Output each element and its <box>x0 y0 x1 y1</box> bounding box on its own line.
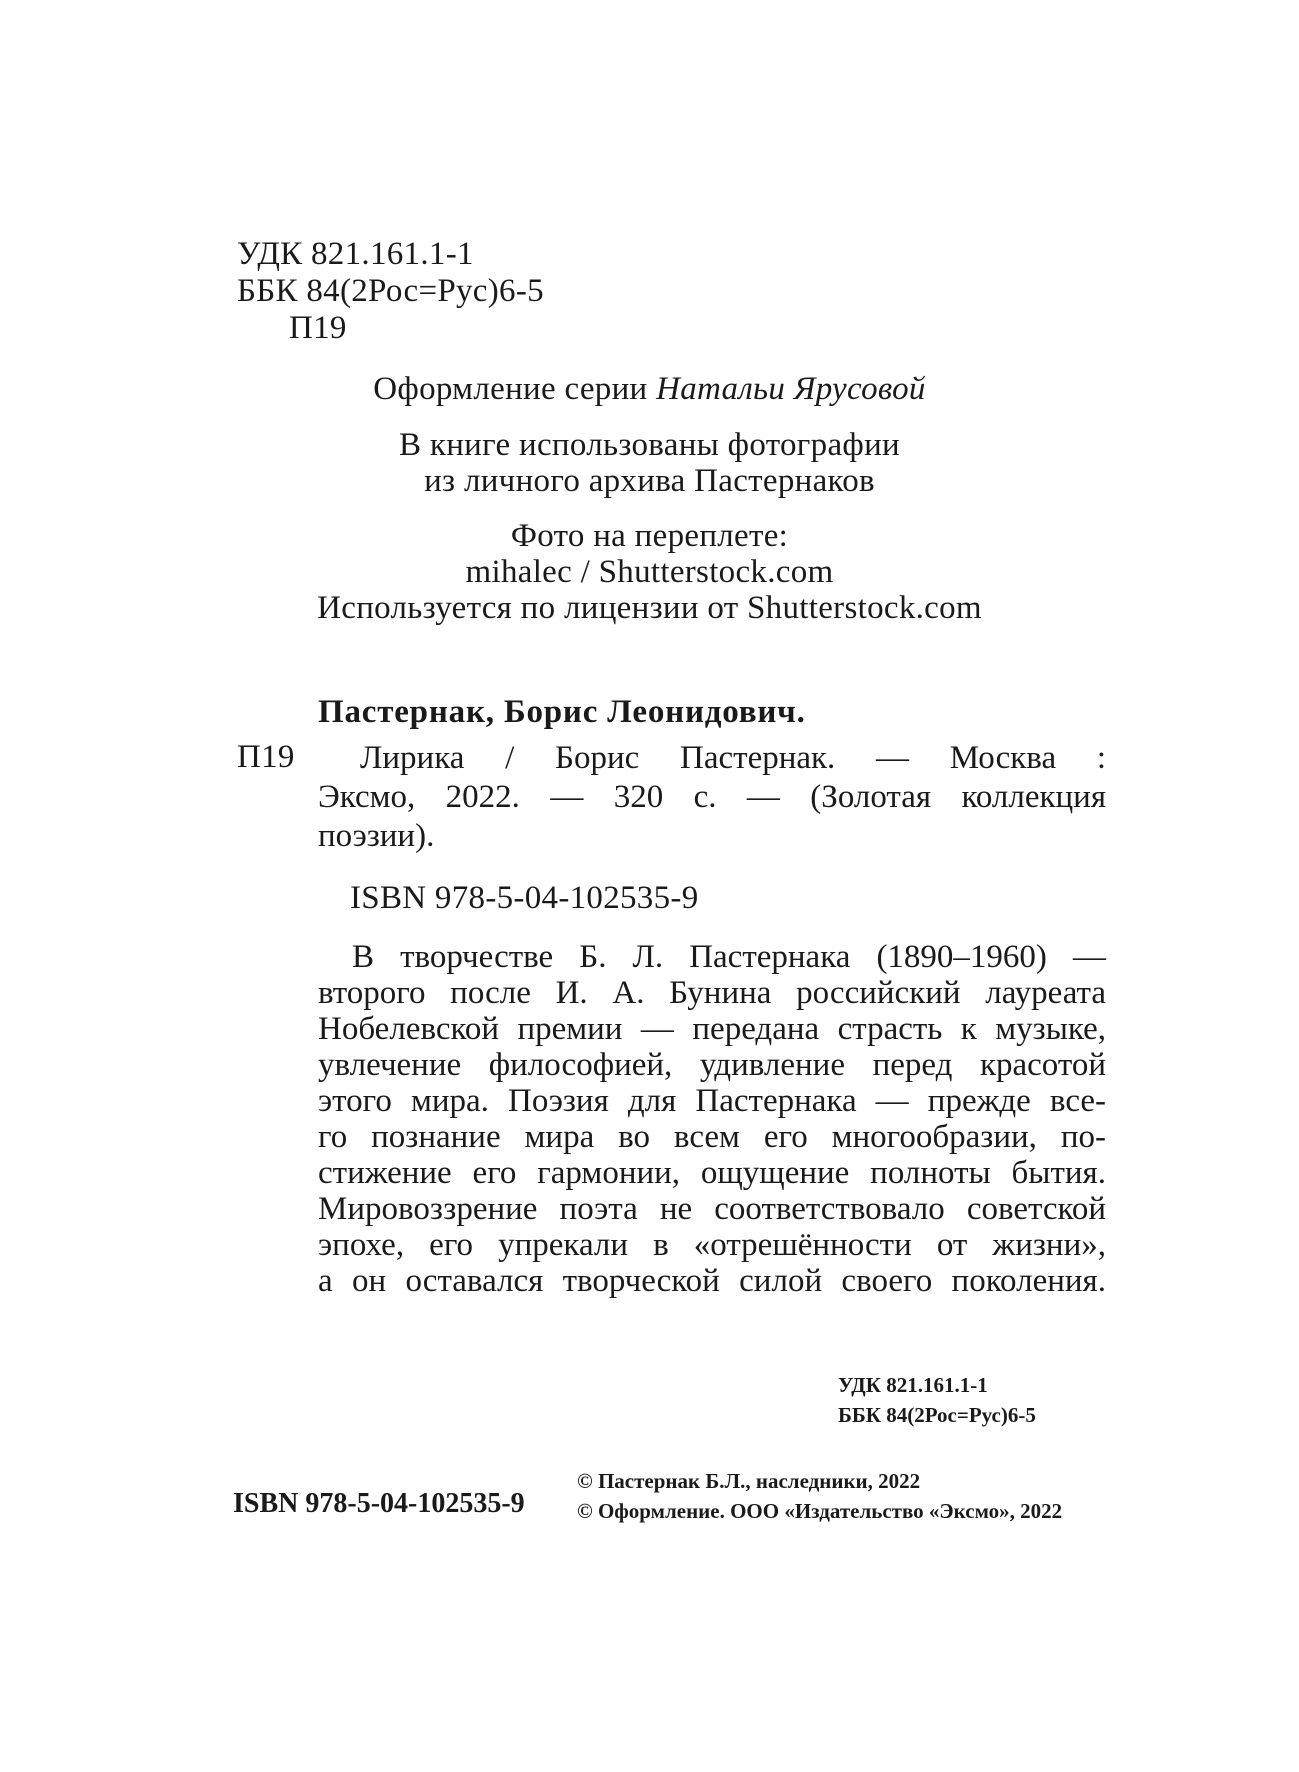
author-heading: Пастернак, Борис Леонидович. <box>318 694 806 730</box>
description-line: поэзии). <box>318 818 435 854</box>
record-isbn: ISBN 978-5-04-102535-9 <box>350 880 699 916</box>
record-mark: П19 <box>237 739 295 775</box>
description-line: Эксмо, 2022. — 320 с. — (Золотая коллекция <box>318 779 1106 815</box>
udk-code: УДК 821.161.1-1 <box>237 236 474 272</box>
photos-credit-line2: из личного архива Пастернаков <box>424 463 875 499</box>
annotation-line: эпохе, его упрекали в «отрешённости от жизни», <box>318 1227 1106 1263</box>
cover-photo-line3: Используется по лицензии от Shutterstock.com <box>317 590 982 626</box>
copyright-author: © Пастернак Б.Л., наследники, 2022 <box>577 1469 921 1493</box>
cover-photo-line2: mihalec / Shutterstock.com <box>465 554 834 590</box>
annotation-line: увлечение философией, удивление перед красотой <box>318 1047 1106 1083</box>
copyright-design: © Оформление. ООО «Издательство «Эксмо», 2022 <box>577 1499 1063 1523</box>
annotation-line: второго после И. А. Бунина российский лауреата <box>318 975 1106 1011</box>
footer-udk: УДК 821.161.1-1 <box>838 1373 988 1397</box>
footer-bbk: ББК 84(2Рос=Рус)6-5 <box>838 1403 1036 1427</box>
annotation <box>318 939 1106 1299</box>
cover-photo-line1: Фото на переплете: <box>510 518 789 554</box>
series-design-credit <box>0 371 1299 407</box>
annotation-line: го познание мира во всем его многообразии, по- <box>318 1119 1106 1155</box>
annotation-line: В творчестве Б. Л. Пастернака (1890–1960) — <box>352 939 1106 975</box>
annotation-line: Нобелевской премии — передана страсть к музыке, <box>318 1011 1106 1047</box>
bbk-code: ББК 84(2Рос=Рус)6-5 <box>237 273 544 309</box>
series-design-prefix: Оформление серии <box>373 371 648 407</box>
description-line: Лирика / Борис Пастернак. — Москва : <box>360 740 1106 776</box>
footer-isbn: ISBN 978-5-04-102535-9 <box>233 1488 525 1519</box>
annotation-line: а он оставался творческой силой своего поколения. <box>318 1263 1106 1299</box>
series-designer-name: Натальи Ярусовой <box>656 371 926 407</box>
photos-credit-line1: В книге использованы фотографии <box>399 427 900 463</box>
annotation-line: Мировоззрение поэта не соответствовало советской <box>318 1191 1106 1227</box>
annotation-line: этого мира. Поэзия для Пастернака — прежде все- <box>318 1083 1106 1119</box>
bibliographic-description <box>318 739 1106 856</box>
author-mark: П19 <box>289 310 347 346</box>
annotation-line: стижение его гармонии, ощущение полноты бытия. <box>318 1155 1106 1191</box>
